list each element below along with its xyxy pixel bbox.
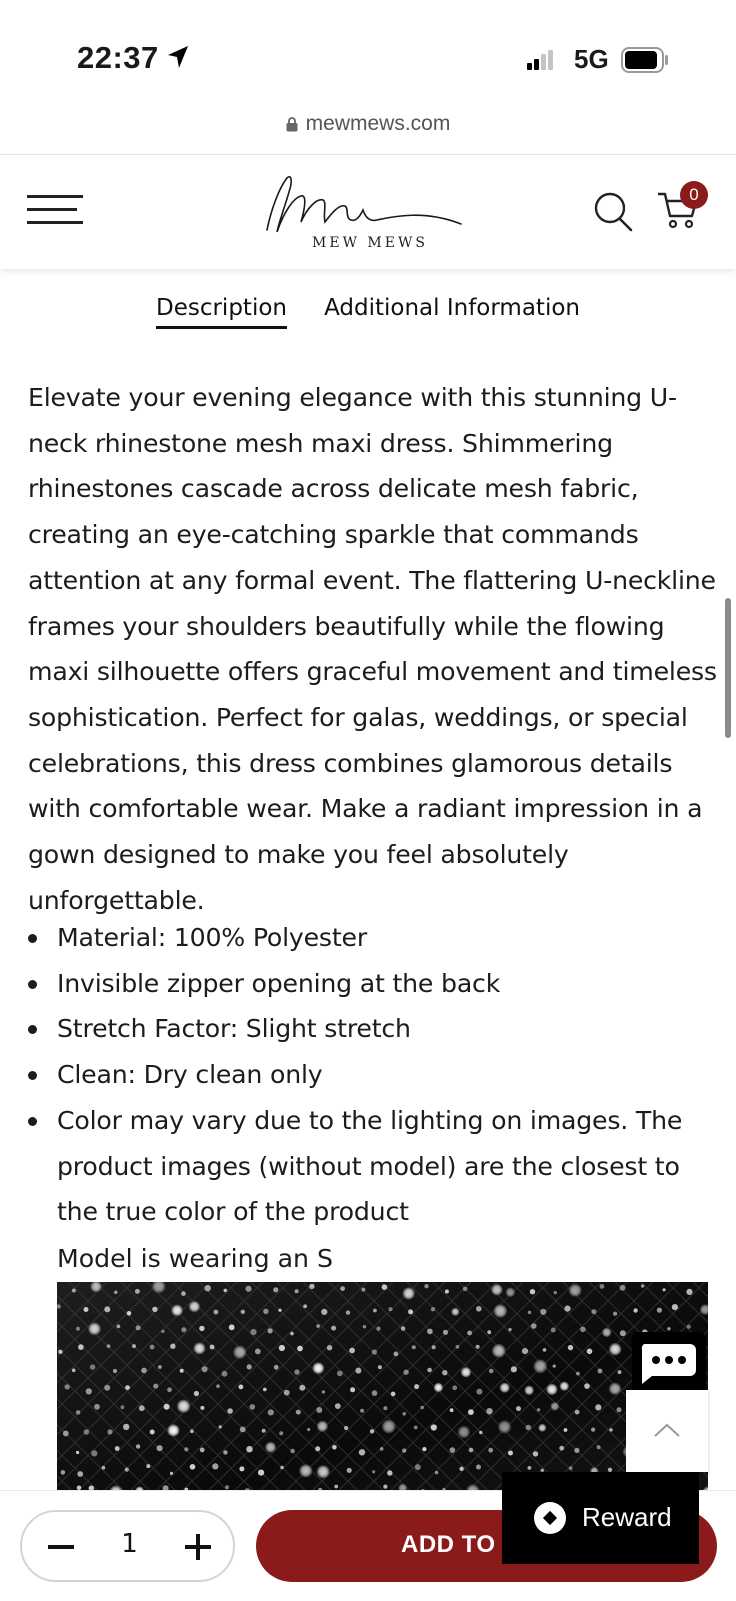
feature-text: Clean: Dry clean only (57, 1060, 323, 1090)
list-item (0, 1006, 736, 1052)
scroll-to-top-button[interactable] (626, 1390, 708, 1472)
feature-text: Color may vary due to the lighting on images. The product images (without model) are the closest to the true color of the product (57, 1105, 683, 1227)
status-time: 22:37 (77, 40, 159, 75)
location-arrow-icon (166, 44, 190, 70)
feature-list (0, 915, 736, 1235)
quantity-stepper (20, 1510, 235, 1582)
network-type: 5G (574, 44, 609, 74)
chevron-up-icon (653, 1422, 681, 1438)
product-image[interactable] (57, 1282, 708, 1500)
signal-icon (527, 50, 553, 70)
battery-icon (621, 47, 669, 73)
rhinestone-mesh-image (57, 1282, 708, 1500)
list-item (0, 915, 736, 961)
status-bar (0, 0, 736, 112)
feature-text: Stretch Factor: Slight stretch (57, 1014, 411, 1044)
reward-button[interactable] (502, 1472, 699, 1564)
feature-text: Material: 100% Polyester (57, 923, 367, 952)
product-description: Elevate your evening elegance with this stunning U-neck rhinestone mesh maxi dress. Shimmering rhinestones cascade across delicate mesh fabric, creating an eye-catching sparkle that commands attention at any formal event. The flattering U-neckline frames your shoulders beautifully while the flowing maxi silhouette offers graceful movement and timeless sophistication. Perfect for galas, weddings, or special celebrations, this dress combines glamorous details with comfortable wear. Make a radiant impression in a gown designed to make you feel absolutely unforgettable. (28, 383, 717, 915)
product-tabs (0, 295, 736, 329)
feature-text: Invisible zipper opening at the back (57, 968, 501, 998)
tab-additional-information[interactable]: Additional Information (324, 295, 580, 321)
address-bar[interactable] (0, 112, 736, 154)
search-icon[interactable] (594, 192, 634, 234)
add-to-cart-label: ADD TO (401, 1531, 496, 1558)
scrollbar[interactable] (725, 598, 731, 738)
quantity-value[interactable]: 1 (121, 1529, 138, 1559)
lock-icon (286, 117, 298, 132)
reward-icon (534, 1502, 566, 1534)
list-item (0, 961, 736, 1007)
list-item (0, 1052, 736, 1098)
reward-label: Reward (582, 1502, 672, 1532)
menu-icon[interactable] (27, 195, 83, 229)
model-size-note: Model is wearing an S (57, 1244, 333, 1273)
url-text: mewmews.com (305, 112, 451, 135)
logo-text: MEW MEWS (312, 235, 428, 251)
list-item (0, 1098, 736, 1235)
cart-count-badge[interactable]: 0 (680, 181, 708, 209)
tab-description[interactable]: Description (156, 295, 287, 329)
